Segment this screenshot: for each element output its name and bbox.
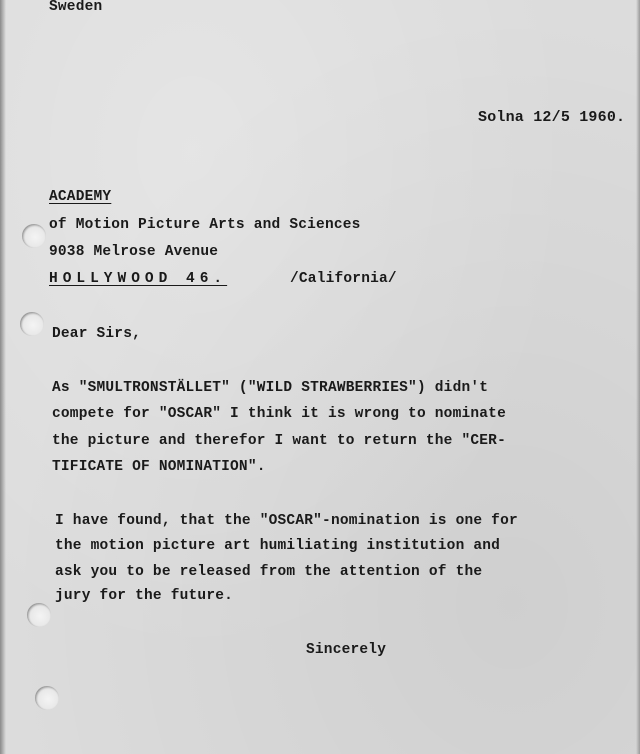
closing: Sincerely [306, 642, 387, 658]
paragraph-2-line: jury for the future. [55, 588, 234, 604]
paragraph-1-line: compete for "OSCAR" I think it is wrong to nominate [52, 406, 506, 422]
paragraph-2-line: the motion picture art humiliating institution and [55, 538, 501, 554]
salutation: Dear Sirs, [52, 326, 142, 342]
punch-hole [27, 603, 51, 627]
sender-country: Sweden [49, 0, 103, 15]
punch-hole [35, 686, 59, 710]
paper-right-edge [636, 0, 640, 754]
paragraph-1-line: TIFICATE OF NOMINATION". [52, 459, 266, 475]
punch-hole [22, 224, 46, 248]
recipient-state: /California/ [290, 271, 397, 287]
paper-left-edge [0, 0, 6, 754]
recipient-line-2: of Motion Picture Arts and Sciences [49, 217, 361, 233]
paragraph-1-line: As "SMULTRONSTÄLLET" ("WILD STRAWBERRIES") didn't [52, 380, 489, 396]
punch-hole [20, 312, 44, 336]
paragraph-2-line: I have found, that the "OSCAR"-nomination is one for [55, 513, 518, 529]
paragraph-2-line: ask you to be released from the attention of the [55, 564, 483, 580]
place-date: Solna 12/5 1960. [478, 109, 626, 126]
recipient-city: HOLLYWOOD 46. [49, 271, 228, 287]
paragraph-1-line: the picture and therefor I want to return the "CER- [52, 433, 506, 449]
recipient-line-1: ACADEMY [49, 189, 112, 205]
recipient-line-3: 9038 Melrose Avenue [49, 244, 219, 260]
